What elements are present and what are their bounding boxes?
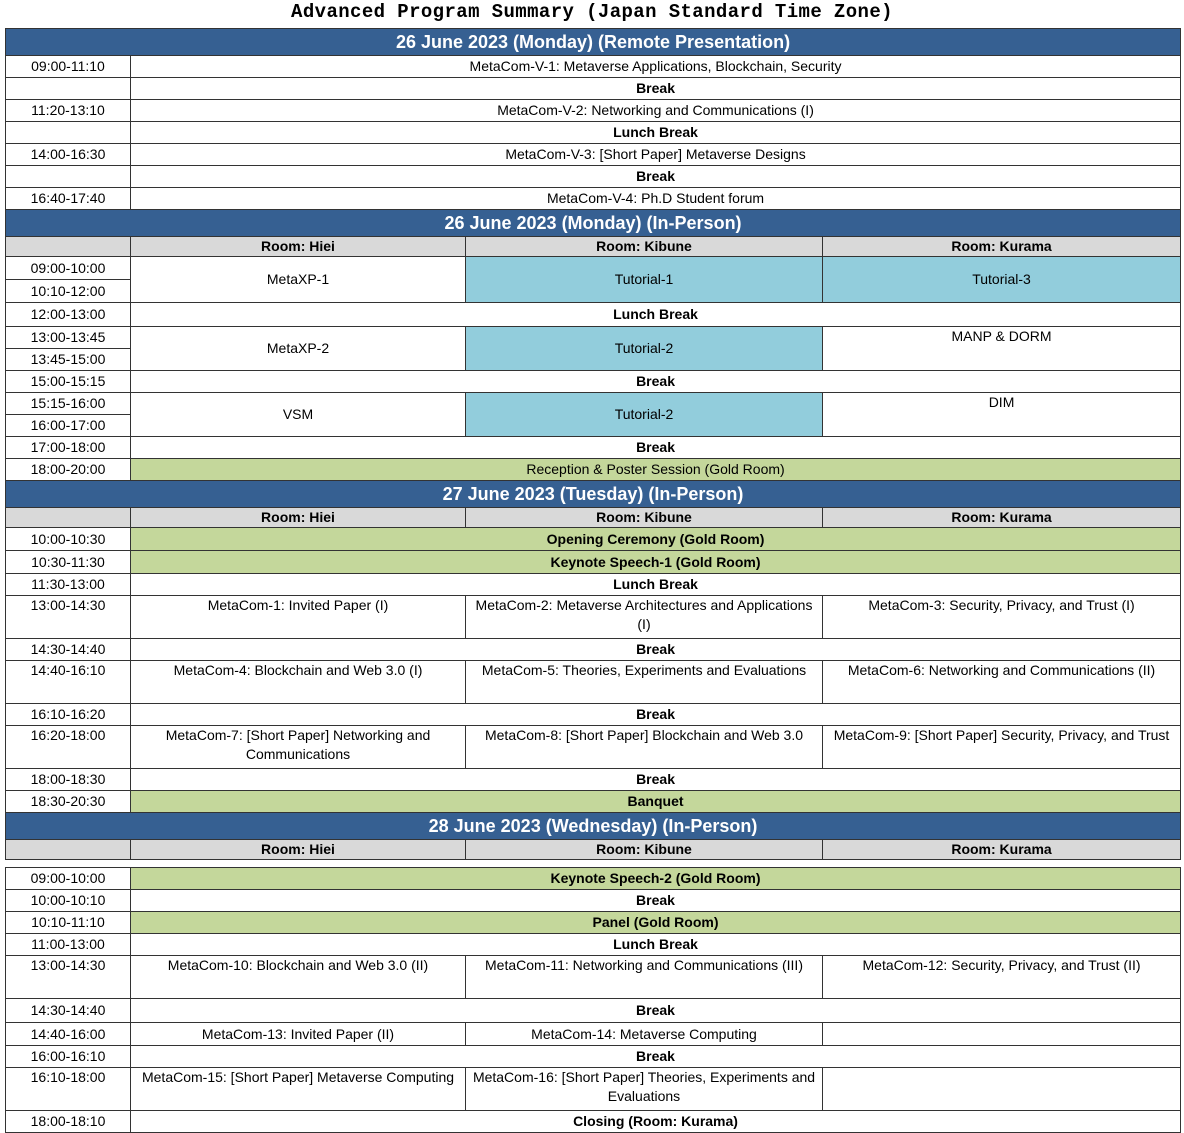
session-cell: MetaCom-4: Blockchain and Web 3.0 (I) bbox=[131, 661, 466, 704]
page-title: Advanced Program Summary (Japan Standard Time Zone) bbox=[291, 1, 893, 23]
session-cell: MetaCom-8: [Short Paper] Blockchain and Web 3.0 bbox=[466, 726, 823, 769]
break-cell: Closing (Room: Kurama) bbox=[131, 1111, 1181, 1133]
time-cell: 14:40-16:10 bbox=[6, 661, 131, 704]
time-cell: 10:10-12:00 bbox=[6, 280, 131, 303]
session-cell: MetaCom-6: Networking and Communications (II) bbox=[823, 661, 1181, 704]
time-cell: 11:30-13:00 bbox=[6, 574, 131, 596]
time-cell bbox=[6, 122, 131, 144]
event-cell: Reception & Poster Session (Gold Room) bbox=[131, 459, 1181, 481]
tutorial-cell: Tutorial-1 bbox=[466, 257, 823, 303]
session-cell: MetaCom-10: Blockchain and Web 3.0 (II) bbox=[131, 956, 466, 999]
session-cell: MetaCom-11: Networking and Communications (III) bbox=[466, 956, 823, 999]
time-cell: 10:30-11:30 bbox=[6, 551, 131, 574]
time-cell: 18:00-20:00 bbox=[6, 459, 131, 481]
room-header-hiei: Room: Hiei bbox=[131, 237, 466, 257]
day-header: 28 June 2023 (Wednesday) (In-Person) bbox=[6, 813, 1181, 840]
session-cell: MANP & DORM bbox=[823, 327, 1181, 371]
day-header: 27 June 2023 (Tuesday) (In-Person) bbox=[6, 481, 1181, 508]
session-cell: MetaCom-2: Metaverse Architectures and Applications (I) bbox=[466, 596, 823, 639]
time-cell: 12:00-13:00 bbox=[6, 303, 131, 327]
time-cell: 15:00-15:15 bbox=[6, 371, 131, 393]
session-cell: MetaCom-V-2: Networking and Communications (I) bbox=[131, 100, 1181, 122]
session-cell: MetaCom-5: Theories, Experiments and Evaluations bbox=[466, 661, 823, 704]
day-header: 26 June 2023 (Monday) (Remote Presentation) bbox=[6, 29, 1181, 56]
time-cell: 16:10-16:20 bbox=[6, 704, 131, 726]
session-cell: MetaCom-16: [Short Paper] Theories, Experiments and Evaluations bbox=[466, 1068, 823, 1111]
day-header: 26 June 2023 (Monday) (In-Person) bbox=[6, 210, 1181, 237]
time-cell: 10:00-10:10 bbox=[6, 890, 131, 912]
break-cell: Lunch Break bbox=[131, 122, 1181, 144]
time-cell: 16:20-18:00 bbox=[6, 726, 131, 769]
session-cell: MetaCom-12: Security, Privacy, and Trust (II) bbox=[823, 956, 1181, 999]
event-cell: Banquet bbox=[131, 791, 1181, 813]
time-cell bbox=[6, 166, 131, 188]
session-cell: MetaXP-1 bbox=[131, 257, 466, 303]
room-header-hiei: Room: Hiei bbox=[131, 508, 466, 528]
time-cell: 14:00-16:30 bbox=[6, 144, 131, 166]
session-cell: MetaCom-7: [Short Paper] Networking and Communications bbox=[131, 726, 466, 769]
event-cell: Panel (Gold Room) bbox=[131, 912, 1181, 934]
time-cell: 15:15-16:00 bbox=[6, 393, 131, 415]
break-cell: Break bbox=[131, 78, 1181, 100]
time-cell: 13:00-14:30 bbox=[6, 596, 131, 639]
time-cell: 18:30-20:30 bbox=[6, 791, 131, 813]
session-cell: DIM bbox=[823, 393, 1181, 437]
session-cell: VSM bbox=[131, 393, 466, 437]
break-cell: Lunch Break bbox=[131, 303, 1181, 327]
time-cell: 09:00-10:00 bbox=[6, 868, 131, 890]
break-cell: Lunch Break bbox=[131, 934, 1181, 956]
break-cell: Break bbox=[131, 890, 1181, 912]
session-cell: MetaCom-15: [Short Paper] Metaverse Computing bbox=[131, 1068, 466, 1111]
room-header-hiei: Room: Hiei bbox=[131, 840, 466, 860]
time-cell: 16:40-17:40 bbox=[6, 188, 131, 210]
schedule-table bbox=[5, 28, 1181, 860]
session-cell: MetaCom-9: [Short Paper] Security, Privacy, and Trust bbox=[823, 726, 1181, 769]
session-cell: MetaCom-14: Metaverse Computing bbox=[466, 1023, 823, 1046]
room-header-kibune: Room: Kibune bbox=[466, 508, 823, 528]
time-cell: 09:00-10:00 bbox=[6, 257, 131, 280]
empty-cell bbox=[823, 1068, 1181, 1111]
room-header-blank bbox=[6, 508, 131, 528]
time-cell: 14:30-14:40 bbox=[6, 999, 131, 1023]
empty-cell bbox=[823, 1023, 1181, 1046]
session-cell: MetaXP-2 bbox=[131, 327, 466, 371]
room-header-blank bbox=[6, 237, 131, 257]
time-cell: 14:40-16:00 bbox=[6, 1023, 131, 1046]
time-cell: 10:00-10:30 bbox=[6, 528, 131, 551]
time-cell: 13:00-13:45 bbox=[6, 327, 131, 349]
tutorial-cell: Tutorial-2 bbox=[466, 327, 823, 371]
break-cell: Break bbox=[131, 437, 1181, 459]
session-cell: MetaCom-V-3: [Short Paper] Metaverse Designs bbox=[131, 144, 1181, 166]
event-cell: Opening Ceremony (Gold Room) bbox=[131, 528, 1181, 551]
room-header-kurama: Room: Kurama bbox=[823, 840, 1181, 860]
time-cell: 14:30-14:40 bbox=[6, 639, 131, 661]
event-cell: Keynote Speech-2 (Gold Room) bbox=[131, 868, 1181, 890]
time-cell: 18:00-18:30 bbox=[6, 769, 131, 791]
session-cell: MetaCom-3: Security, Privacy, and Trust (I) bbox=[823, 596, 1181, 639]
room-header-kurama: Room: Kurama bbox=[823, 508, 1181, 528]
room-header-kibune: Room: Kibune bbox=[466, 237, 823, 257]
break-cell: Break bbox=[131, 999, 1181, 1023]
time-cell: 11:20-13:10 bbox=[6, 100, 131, 122]
break-cell: Break bbox=[131, 371, 1181, 393]
schedule-table-continued bbox=[5, 867, 1181, 1133]
break-cell: Break bbox=[131, 769, 1181, 791]
time-cell: 17:00-18:00 bbox=[6, 437, 131, 459]
room-header-blank bbox=[6, 840, 131, 860]
time-cell: 18:00-18:10 bbox=[6, 1111, 131, 1133]
time-cell: 13:00-14:30 bbox=[6, 956, 131, 999]
room-header-kibune: Room: Kibune bbox=[466, 840, 823, 860]
time-cell: 10:10-11:10 bbox=[6, 912, 131, 934]
tutorial-cell: Tutorial-2 bbox=[466, 393, 823, 437]
room-header-kurama: Room: Kurama bbox=[823, 237, 1181, 257]
session-cell: MetaCom-1: Invited Paper (I) bbox=[131, 596, 466, 639]
tutorial-cell: Tutorial-3 bbox=[823, 257, 1181, 303]
session-cell: MetaCom-V-1: Metaverse Applications, Blockchain, Security bbox=[131, 56, 1181, 78]
break-cell: Break bbox=[131, 639, 1181, 661]
break-cell: Lunch Break bbox=[131, 574, 1181, 596]
time-cell bbox=[6, 78, 131, 100]
time-cell: 16:10-18:00 bbox=[6, 1068, 131, 1111]
break-cell: Break bbox=[131, 704, 1181, 726]
time-cell: 16:00-16:10 bbox=[6, 1046, 131, 1068]
time-cell: 09:00-11:10 bbox=[6, 56, 131, 78]
event-cell: Keynote Speech-1 (Gold Room) bbox=[131, 551, 1181, 574]
time-cell: 11:00-13:00 bbox=[6, 934, 131, 956]
session-cell: MetaCom-13: Invited Paper (II) bbox=[131, 1023, 466, 1046]
time-cell: 16:00-17:00 bbox=[6, 415, 131, 437]
break-cell: Break bbox=[131, 166, 1181, 188]
break-cell: Break bbox=[131, 1046, 1181, 1068]
session-cell: MetaCom-V-4: Ph.D Student forum bbox=[131, 188, 1181, 210]
time-cell: 13:45-15:00 bbox=[6, 349, 131, 371]
